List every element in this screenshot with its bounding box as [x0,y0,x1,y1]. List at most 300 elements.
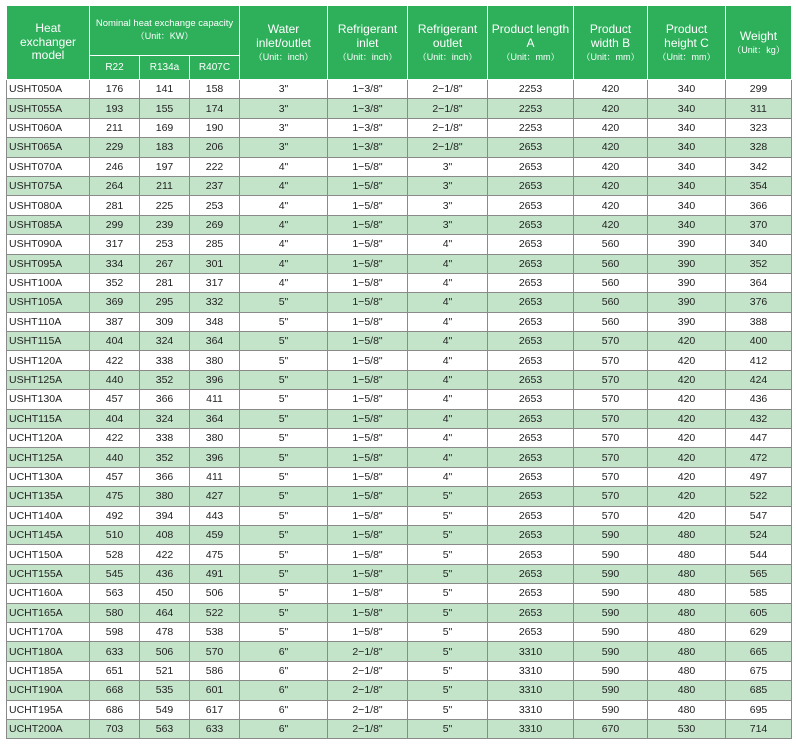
water-cell: 3" [240,118,328,137]
r407c-cell: 570 [190,642,240,661]
water-cell: 5" [240,409,328,428]
water-cell: 5" [240,506,328,525]
width-cell: 420 [574,99,648,118]
r134a-cell: 267 [140,254,190,273]
refrigerant-outlet-cell: 3" [408,157,488,176]
water-cell: 6" [240,719,328,738]
weight-cell: 685 [726,681,792,700]
r22-cell: 404 [90,332,140,351]
r407c-cell: 396 [190,448,240,467]
r134a-cell: 155 [140,99,190,118]
r407c-cell: 380 [190,351,240,370]
table-row [7,409,792,428]
model-cell: USHT120A [7,351,90,370]
header-weight: Weight （Unit：kg） [726,6,792,80]
refrigerant-inlet-cell: 1−5/8" [328,273,408,292]
refrigerant-inlet-cell: 1−5/8" [328,196,408,215]
table-row [7,545,792,564]
width-cell: 560 [574,312,648,331]
refrigerant-outlet-cell: 4" [408,467,488,486]
weight-cell: 340 [726,235,792,254]
r134a-cell: 408 [140,525,190,544]
r22-cell: 229 [90,138,140,157]
refrigerant-inlet-cell: 1−5/8" [328,603,408,622]
table-row [7,622,792,641]
height-cell: 420 [648,390,726,409]
table-row [7,370,792,389]
refrigerant-inlet-cell: 1−5/8" [328,545,408,564]
width-cell: 570 [574,506,648,525]
r134a-cell: 211 [140,176,190,195]
refrigerant-inlet-cell: 1−3/8" [328,138,408,157]
refrigerant-inlet-cell: 1−5/8" [328,448,408,467]
model-cell: USHT055A [7,99,90,118]
weight-cell: 665 [726,642,792,661]
water-cell: 4" [240,176,328,195]
refrigerant-outlet-cell: 5" [408,603,488,622]
water-cell: 5" [240,448,328,467]
r22-cell: 475 [90,487,140,506]
r22-cell: 703 [90,719,140,738]
length-cell: 2653 [488,312,574,331]
model-cell: UCHT185A [7,661,90,680]
weight-cell: 522 [726,487,792,506]
model-cell: USHT075A [7,176,90,195]
weight-cell: 424 [726,370,792,389]
r407c-cell: 506 [190,584,240,603]
width-cell: 570 [574,390,648,409]
refrigerant-inlet-cell: 1−5/8" [328,176,408,195]
refrigerant-outlet-cell: 5" [408,719,488,738]
weight-cell: 605 [726,603,792,622]
refrigerant-inlet-cell: 2−1/8" [328,681,408,700]
length-cell: 3310 [488,642,574,661]
refrigerant-outlet-cell: 3" [408,176,488,195]
water-cell: 5" [240,487,328,506]
header-length: Product length A （Unit：mm） [488,6,574,80]
length-cell: 3310 [488,719,574,738]
height-cell: 420 [648,506,726,525]
height-cell: 340 [648,215,726,234]
width-cell: 590 [574,525,648,544]
height-cell: 530 [648,719,726,738]
weight-cell: 370 [726,215,792,234]
weight-cell: 629 [726,622,792,641]
table-row [7,157,792,176]
length-cell: 2653 [488,215,574,234]
refrigerant-outlet-cell: 5" [408,545,488,564]
height-cell: 340 [648,196,726,215]
height-cell: 480 [648,545,726,564]
r407c-cell: 491 [190,564,240,583]
height-cell: 340 [648,176,726,195]
refrigerant-outlet-cell: 4" [408,351,488,370]
r134a-cell: 352 [140,370,190,389]
length-cell: 2653 [488,138,574,157]
length-cell: 2653 [488,196,574,215]
weight-cell: 364 [726,273,792,292]
r134a-cell: 253 [140,235,190,254]
weight-cell: 472 [726,448,792,467]
table-row [7,506,792,525]
r22-cell: 404 [90,409,140,428]
water-cell: 5" [240,390,328,409]
r22-cell: 422 [90,351,140,370]
refrigerant-inlet-cell: 1−5/8" [328,157,408,176]
water-cell: 5" [240,351,328,370]
weight-cell: 366 [726,196,792,215]
height-cell: 420 [648,429,726,448]
r22-cell: 528 [90,545,140,564]
width-cell: 560 [574,293,648,312]
width-cell: 420 [574,118,648,137]
height-cell: 480 [648,564,726,583]
header-water: Water inlet/outlet （Unit：inch） [240,6,328,80]
r134a-cell: 422 [140,545,190,564]
width-cell: 590 [574,564,648,583]
r22-cell: 563 [90,584,140,603]
refrigerant-outlet-cell: 5" [408,584,488,603]
r407c-cell: 396 [190,370,240,389]
length-cell: 2653 [488,487,574,506]
water-cell: 6" [240,661,328,680]
refrigerant-outlet-cell: 4" [408,370,488,389]
refrigerant-inlet-cell: 1−5/8" [328,506,408,525]
r407c-cell: 332 [190,293,240,312]
refrigerant-outlet-cell: 3" [408,215,488,234]
model-cell: UCHT170A [7,622,90,641]
width-cell: 420 [574,176,648,195]
weight-cell: 352 [726,254,792,273]
width-cell: 570 [574,332,648,351]
model-cell: UCHT200A [7,719,90,738]
model-cell: UCHT135A [7,487,90,506]
r407c-cell: 475 [190,545,240,564]
height-cell: 340 [648,118,726,137]
refrigerant-inlet-cell: 1−5/8" [328,429,408,448]
height-cell: 480 [648,603,726,622]
height-cell: 390 [648,235,726,254]
water-cell: 5" [240,603,328,622]
refrigerant-outlet-cell: 4" [408,273,488,292]
refrigerant-outlet-cell: 4" [408,332,488,351]
height-cell: 480 [648,584,726,603]
table-row [7,254,792,273]
water-cell: 3" [240,138,328,157]
model-cell: UCHT165A [7,603,90,622]
length-cell: 2653 [488,370,574,389]
refrigerant-inlet-cell: 1−3/8" [328,118,408,137]
table-row [7,719,792,738]
r134a-cell: 478 [140,622,190,641]
height-cell: 480 [648,525,726,544]
table-row [7,176,792,195]
table-row [7,196,792,215]
length-cell: 3310 [488,700,574,719]
length-cell: 2653 [488,273,574,292]
r134a-cell: 352 [140,448,190,467]
height-cell: 480 [648,642,726,661]
refrigerant-outlet-cell: 4" [408,235,488,254]
model-cell: USHT100A [7,273,90,292]
weight-cell: 328 [726,138,792,157]
r134a-cell: 549 [140,700,190,719]
table-header [7,6,792,80]
r134a-cell: 324 [140,332,190,351]
r22-cell: 299 [90,215,140,234]
r22-cell: 317 [90,235,140,254]
header-refrigerant-inlet: Refrigerant inlet （Unit：inch） [328,6,408,80]
weight-cell: 388 [726,312,792,331]
refrigerant-inlet-cell: 1−5/8" [328,351,408,370]
length-cell: 2653 [488,351,574,370]
r22-cell: 668 [90,681,140,700]
table-row [7,80,792,99]
water-cell: 6" [240,681,328,700]
table-row [7,700,792,719]
model-cell: USHT125A [7,370,90,389]
refrigerant-outlet-cell: 4" [408,429,488,448]
length-cell: 2653 [488,564,574,583]
height-cell: 420 [648,487,726,506]
r134a-cell: 309 [140,312,190,331]
r407c-cell: 348 [190,312,240,331]
weight-cell: 714 [726,719,792,738]
refrigerant-inlet-cell: 1−5/8" [328,215,408,234]
r134a-cell: 338 [140,429,190,448]
table-row [7,273,792,292]
r407c-cell: 443 [190,506,240,525]
r22-cell: 457 [90,467,140,486]
table-row [7,525,792,544]
refrigerant-outlet-cell: 5" [408,700,488,719]
height-cell: 480 [648,700,726,719]
r407c-cell: 586 [190,661,240,680]
water-cell: 3" [240,99,328,118]
r407c-cell: 522 [190,603,240,622]
length-cell: 2253 [488,118,574,137]
refrigerant-outlet-cell: 2−1/8" [408,80,488,99]
model-cell: UCHT160A [7,584,90,603]
refrigerant-inlet-cell: 2−1/8" [328,642,408,661]
table-row [7,235,792,254]
weight-cell: 354 [726,176,792,195]
model-cell: USHT065A [7,138,90,157]
weight-cell: 524 [726,525,792,544]
r407c-cell: 206 [190,138,240,157]
header-capacity: Nominal heat exchange capacity （Unit：KW） [90,6,240,56]
refrigerant-outlet-cell: 2−1/8" [408,138,488,157]
height-cell: 340 [648,157,726,176]
height-cell: 420 [648,370,726,389]
model-cell: UCHT150A [7,545,90,564]
r22-cell: 334 [90,254,140,273]
r22-cell: 440 [90,448,140,467]
refrigerant-inlet-cell: 1−5/8" [328,332,408,351]
refrigerant-outlet-cell: 4" [408,293,488,312]
model-cell: UCHT180A [7,642,90,661]
r134a-cell: 450 [140,584,190,603]
r22-cell: 651 [90,661,140,680]
width-cell: 560 [574,235,648,254]
table-row [7,661,792,680]
width-cell: 590 [574,603,648,622]
length-cell: 2653 [488,409,574,428]
r407c-cell: 411 [190,467,240,486]
height-cell: 480 [648,681,726,700]
r134a-cell: 464 [140,603,190,622]
length-cell: 2653 [488,332,574,351]
r22-cell: 545 [90,564,140,583]
weight-cell: 547 [726,506,792,525]
height-cell: 390 [648,312,726,331]
length-cell: 2653 [488,506,574,525]
r407c-cell: 301 [190,254,240,273]
model-cell: USHT090A [7,235,90,254]
model-cell: UCHT120A [7,429,90,448]
r134a-cell: 169 [140,118,190,137]
refrigerant-inlet-cell: 1−5/8" [328,487,408,506]
refrigerant-inlet-cell: 1−5/8" [328,370,408,389]
weight-cell: 497 [726,467,792,486]
height-cell: 420 [648,467,726,486]
height-cell: 420 [648,409,726,428]
width-cell: 420 [574,215,648,234]
refrigerant-inlet-cell: 1−5/8" [328,525,408,544]
width-cell: 420 [574,80,648,99]
model-cell: USHT085A [7,215,90,234]
refrigerant-outlet-cell: 5" [408,681,488,700]
r407c-cell: 364 [190,332,240,351]
length-cell: 2653 [488,448,574,467]
table-body [7,80,792,739]
weight-cell: 376 [726,293,792,312]
height-cell: 420 [648,448,726,467]
refrigerant-inlet-cell: 1−5/8" [328,622,408,641]
model-cell: UCHT115A [7,409,90,428]
r134a-cell: 183 [140,138,190,157]
r134a-cell: 521 [140,661,190,680]
table-row [7,642,792,661]
table-row [7,312,792,331]
table-row [7,332,792,351]
r134a-cell: 366 [140,390,190,409]
width-cell: 570 [574,429,648,448]
width-cell: 590 [574,584,648,603]
height-cell: 340 [648,138,726,157]
r22-cell: 598 [90,622,140,641]
table-row [7,118,792,137]
r22-cell: 510 [90,525,140,544]
length-cell: 2253 [488,99,574,118]
table-row [7,293,792,312]
length-cell: 2653 [488,545,574,564]
r407c-cell: 380 [190,429,240,448]
r407c-cell: 222 [190,157,240,176]
table-row [7,429,792,448]
r22-cell: 686 [90,700,140,719]
water-cell: 5" [240,332,328,351]
r134a-cell: 225 [140,196,190,215]
weight-cell: 342 [726,157,792,176]
water-cell: 5" [240,293,328,312]
r407c-cell: 364 [190,409,240,428]
model-cell: USHT105A [7,293,90,312]
r407c-cell: 158 [190,80,240,99]
header-model: Heat exchanger model [7,6,90,80]
table-row [7,138,792,157]
width-cell: 420 [574,196,648,215]
model-cell: USHT050A [7,80,90,99]
r22-cell: 281 [90,196,140,215]
refrigerant-outlet-cell: 5" [408,487,488,506]
refrigerant-outlet-cell: 4" [408,390,488,409]
length-cell: 2653 [488,603,574,622]
r134a-cell: 197 [140,157,190,176]
weight-cell: 695 [726,700,792,719]
r134a-cell: 239 [140,215,190,234]
refrigerant-inlet-cell: 1−5/8" [328,390,408,409]
length-cell: 2653 [488,429,574,448]
refrigerant-outlet-cell: 5" [408,642,488,661]
width-cell: 570 [574,409,648,428]
r22-cell: 387 [90,312,140,331]
model-cell: USHT115A [7,332,90,351]
model-cell: USHT130A [7,390,90,409]
r407c-cell: 285 [190,235,240,254]
table-row [7,603,792,622]
refrigerant-outlet-cell: 4" [408,254,488,273]
model-cell: UCHT190A [7,681,90,700]
weight-cell: 400 [726,332,792,351]
table-row [7,99,792,118]
r134a-cell: 436 [140,564,190,583]
r22-cell: 193 [90,99,140,118]
r407c-cell: 253 [190,196,240,215]
r22-cell: 492 [90,506,140,525]
water-cell: 4" [240,254,328,273]
length-cell: 2653 [488,467,574,486]
refrigerant-outlet-cell: 5" [408,622,488,641]
model-cell: USHT080A [7,196,90,215]
length-cell: 2653 [488,584,574,603]
r22-cell: 422 [90,429,140,448]
weight-cell: 412 [726,351,792,370]
width-cell: 590 [574,681,648,700]
table-row [7,681,792,700]
width-cell: 570 [574,467,648,486]
r134a-cell: 324 [140,409,190,428]
r22-cell: 246 [90,157,140,176]
width-cell: 590 [574,661,648,680]
refrigerant-inlet-cell: 2−1/8" [328,719,408,738]
r134a-cell: 338 [140,351,190,370]
model-cell: UCHT145A [7,525,90,544]
water-cell: 4" [240,273,328,292]
refrigerant-inlet-cell: 2−1/8" [328,700,408,719]
model-cell: USHT070A [7,157,90,176]
r407c-cell: 269 [190,215,240,234]
width-cell: 590 [574,642,648,661]
r134a-cell: 380 [140,487,190,506]
model-cell: UCHT155A [7,564,90,583]
header-r134a: R134a [140,56,190,80]
water-cell: 5" [240,584,328,603]
refrigerant-inlet-cell: 1−3/8" [328,80,408,99]
water-cell: 3" [240,80,328,99]
length-cell: 3310 [488,681,574,700]
width-cell: 420 [574,138,648,157]
